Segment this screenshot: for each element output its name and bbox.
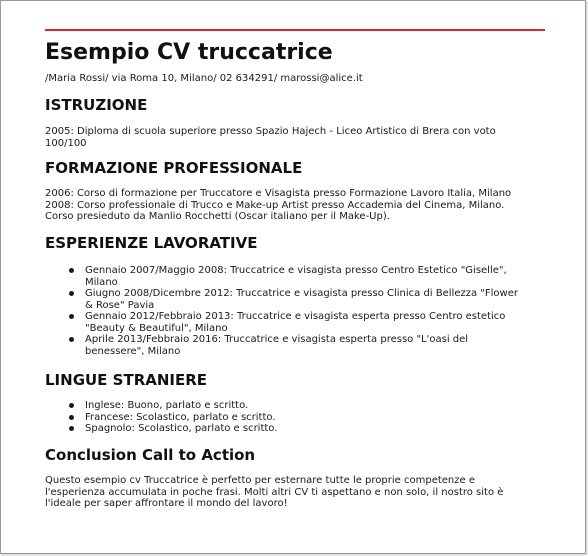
list-item — [85, 423, 565, 435]
list-item — [85, 265, 565, 288]
formazione-line: 2008: Corso professionale di Trucco e Make-up Artist presso Accademia del Cinema, Milano. — [45, 199, 505, 211]
list-item-line: Giugno 2008/Dicembre 2012: Truccatrice e visagista presso Clinica di Bellezza "Flower — [85, 288, 518, 299]
section-heading-istruzione: ISTRUZIONE — [45, 96, 148, 114]
list-item — [85, 311, 565, 334]
istruzione-line: 100/100 — [45, 137, 87, 149]
conclusion-line: l'esperienza accumulata in poche frasi. Molti altri CV ti aspettano e non solo, il nostro sito è — [45, 486, 504, 498]
page-title: Esempio CV truccatrice — [45, 40, 333, 65]
conclusion-line: l'ideale per saper affrontare il mondo del lavoro! — [45, 498, 288, 509]
list-item-line: Milano — [85, 276, 118, 288]
list-item-line: Aprile 2013/Febbraio 2016: Truccatrice e visagista esperta presso "L'oasi del — [85, 334, 469, 345]
list-item-line: & Rose" Pavia — [85, 299, 155, 311]
list-item — [85, 288, 565, 311]
formazione-text — [45, 188, 545, 223]
section-heading-esperienze: ESPERIENZE LAVORATIVE — [45, 234, 258, 252]
contact-line: /Maria Rossi/ via Roma 10, Milano/ 02 634291/ marossi@alice.it — [45, 73, 363, 84]
lingue-list — [61, 400, 565, 435]
list-item-line: "Beauty & Beautiful", Milano — [85, 322, 228, 334]
section-heading-conclusion: Conclusion Call to Action — [45, 446, 256, 464]
list-item-line: Gennaio 2012/Febbraio 2013: Truccatrice e visagista esperta presso Centro estetico — [85, 311, 506, 322]
esperienze-list — [61, 265, 565, 357]
formazione-line: Corso presieduto da Manlio Rocchetti (Oscar italiano per il Make-Up). — [45, 211, 390, 222]
list-item — [85, 400, 565, 412]
top-accent-rule — [45, 29, 545, 31]
conclusion-text — [45, 475, 545, 510]
section-heading-lingue: LINGUE STRANIERE — [45, 371, 208, 389]
section-heading-formazione: FORMAZIONE PROFESSIONALE — [45, 159, 303, 177]
list-item-line: Francese: Scolastico, parlato e scritto. — [85, 411, 276, 423]
formazione-line: 2006: Corso di formazione per Truccatore e Visagista presso Formazione Lavoro Italia, Milano — [45, 188, 512, 199]
list-item-line: Inglese: Buono, parlato e scritto. — [85, 400, 249, 411]
istruzione-line: 2005: Diploma di scuola superiore presso Spazio Hajech - Liceo Artistico di Brera con voto — [45, 126, 496, 137]
conclusion-line: Questo esempio cv Truccatrice è perfetto per esternare tutte le proprie competenze e — [45, 475, 475, 486]
list-item — [85, 412, 565, 424]
list-item-line: benessere", Milano — [85, 345, 181, 357]
list-item — [85, 334, 565, 357]
list-item-line: Spagnolo: Scolastico, parlato e scritto. — [85, 423, 278, 434]
list-item-line: Gennaio 2007/Maggio 2008: Truccatrice e visagista presso Centro Estetico "Giselle", — [85, 265, 507, 276]
istruzione-text — [45, 126, 545, 149]
